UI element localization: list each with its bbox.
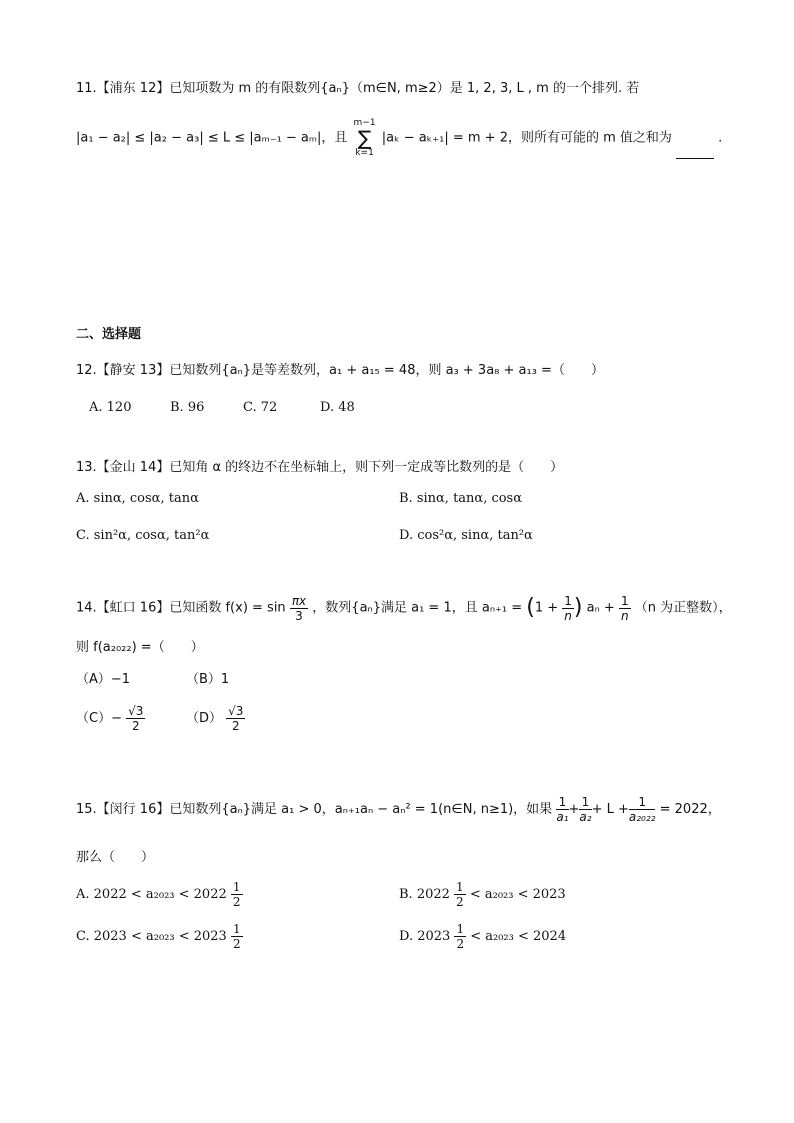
q15-option-d-text-b: < a₂₀₂₃ < 2024: [470, 929, 567, 944]
q12-option-a: A. 120: [89, 400, 132, 415]
q15-fraction-2: [579, 795, 591, 824]
q15-option-c-half-den: 2: [232, 937, 241, 951]
q14-option-d-label: （D）: [186, 711, 223, 726]
q15-f1-den: a₁: [556, 810, 569, 824]
q14-stem-a: 14.【虹口 16】已知函数 f(x) = sin: [76, 600, 286, 616]
q11-sum-bottom: k=1: [355, 148, 374, 158]
q15-option-a: [76, 878, 243, 912]
q12-stem: 12.【静安 13】已知数列{aₙ}是等差数列，a₁ + a₁₅ = 48，则 a₃ + 3a₈ + a₁₃ =（ ）: [76, 363, 604, 378]
q15-stem-b: = 2022，: [659, 802, 721, 817]
q14-paren-close: ): [573, 595, 583, 620]
sigma-icon: ∑: [357, 126, 372, 150]
q15-option-d-half-num: 1: [456, 922, 465, 936]
q14-stem-d: （n 为正整数），: [634, 600, 732, 616]
q15-option-b-half-den: 2: [456, 895, 464, 909]
q13-stem: 13.【金山 14】已知角 α 的终边不在坐标轴上，则下列一定成等比数列的是（ ）: [76, 460, 564, 475]
q15-option-a-text: A. 2022 < a₂₀₂₃ < 2022: [76, 887, 227, 902]
q15-option-c-half-num: 1: [232, 922, 241, 936]
q14-paren-open: (: [526, 595, 535, 620]
q14-option-c-fraction: [126, 704, 145, 733]
q12-option-c: C. 72: [243, 400, 278, 415]
q14-frac2-den: n: [564, 608, 572, 623]
q15-option-a-half-den: 2: [232, 895, 241, 909]
q15-fraction-1: [556, 795, 568, 824]
q15-f3-den: a₂₀₂₂: [628, 810, 656, 824]
q14-frac1-den: 3: [295, 608, 303, 623]
q15-option-c: [76, 920, 243, 954]
q11-line2-a: |a₁ − a₂| ≤ |a₂ − a₃| ≤ L ≤ |aₘ₋₁ − aₘ|，且: [76, 130, 348, 146]
q14-option-b: （B）1: [186, 672, 230, 687]
q15-option-a-half: [231, 880, 243, 909]
q14-option-d-fraction: [226, 704, 245, 733]
q14-frac1-num: πx: [291, 593, 307, 608]
q15-stem-a: 15.【闵行 16】已知数列{aₙ}满足 a₁ > 0，aₙ₊₁aₙ − aₙ² = 1(n∈N, n≥1)，如果: [76, 802, 553, 817]
q15-f3-num: 1: [629, 795, 656, 810]
q15-f2-num: 1: [579, 795, 591, 810]
q15-plus1: +: [568, 802, 580, 817]
q14-option-a: （A）−1: [76, 672, 131, 687]
q15-option-b: [399, 878, 566, 912]
section-title: 二、选择题: [76, 327, 142, 342]
q11-end: .: [718, 130, 723, 146]
q13-option-a: A. sinα, cosα, tanα: [76, 491, 199, 506]
q14-option-d-num: √3: [228, 704, 244, 718]
q14-option-c-num: √3: [128, 704, 144, 718]
q14-option-c-den: 2: [131, 719, 140, 733]
q11-line1: 11.【浦东 12】已知项数为 m 的有限数列{aₙ}（m∈N, m≥2）是 1, 2, 3, L , m 的一个排列. 若: [76, 81, 640, 96]
q14-stem-c: aₙ +: [586, 600, 615, 616]
q15-stem: [76, 792, 721, 828]
q15-option-b-half: [454, 880, 466, 909]
q15-option-c-half: [231, 922, 243, 951]
q11-sum-top: m−1: [353, 118, 376, 128]
q14-option-c-label: （C）−: [76, 711, 122, 726]
q15-option-d-text-a: D. 2023: [399, 929, 451, 944]
q15-option-b-text-a: B. 2022: [399, 887, 450, 902]
q14-frac3-num: 1: [620, 593, 629, 608]
q15-plus2: + L +: [591, 802, 629, 817]
q13-option-b: B. sinα, tanα, cosα: [399, 491, 523, 506]
q14-fraction-1-over-n-2: [619, 594, 631, 623]
q15-option-a-half-num: 1: [232, 880, 241, 894]
q15-option-b-half-num: 1: [456, 880, 464, 894]
q14-frac3-den: n: [620, 608, 629, 623]
q15-f2-den: a₂: [579, 810, 592, 824]
q14-stem-b: ，数列{aₙ}满足 a₁ = 1，且 aₙ₊₁ =: [312, 600, 523, 616]
q14-frac2-num: 1: [564, 593, 572, 608]
q14-line2: 则 f(a₂₀₂₂) =（ ）: [76, 640, 204, 655]
q15-option-d-half: [454, 922, 466, 951]
q15-option-d: [399, 920, 566, 954]
q14-option-d-den: 2: [231, 719, 240, 733]
q14-fraction-pix-over-3: [290, 594, 308, 623]
q14-fraction-1-over-n: [562, 594, 574, 623]
q15-option-c-text: C. 2023 < a₂₀₂₃ < 2023: [76, 929, 227, 944]
q15-line2: 那么（ ）: [76, 850, 155, 865]
q12-option-b: B. 96: [170, 400, 205, 415]
q11-line2-b: |aₖ − aₖ₊₁| = m + 2，则所有可能的 m 值之和为: [381, 130, 672, 146]
q11-line2: [76, 118, 722, 159]
q11-answer-blank: [676, 146, 714, 159]
q14-option-d: [186, 702, 245, 736]
q15-fraction-3: [629, 795, 656, 824]
q15-f1-num: 1: [556, 795, 568, 810]
q11-summation: [354, 118, 376, 158]
q13-option-c: C. sin²α, cosα, tan²α: [76, 528, 210, 543]
q12-option-d: D. 48: [320, 400, 355, 415]
q13-option-d: D. cos²α, sinα, tan²α: [399, 528, 533, 543]
q15-option-b-text-b: < a₂₀₂₃ < 2023: [469, 887, 566, 902]
q14-option-c: [76, 702, 145, 736]
q15-option-d-half-den: 2: [456, 937, 465, 951]
q14-one-plus: 1 +: [534, 600, 559, 616]
q14-stem: [76, 590, 732, 627]
